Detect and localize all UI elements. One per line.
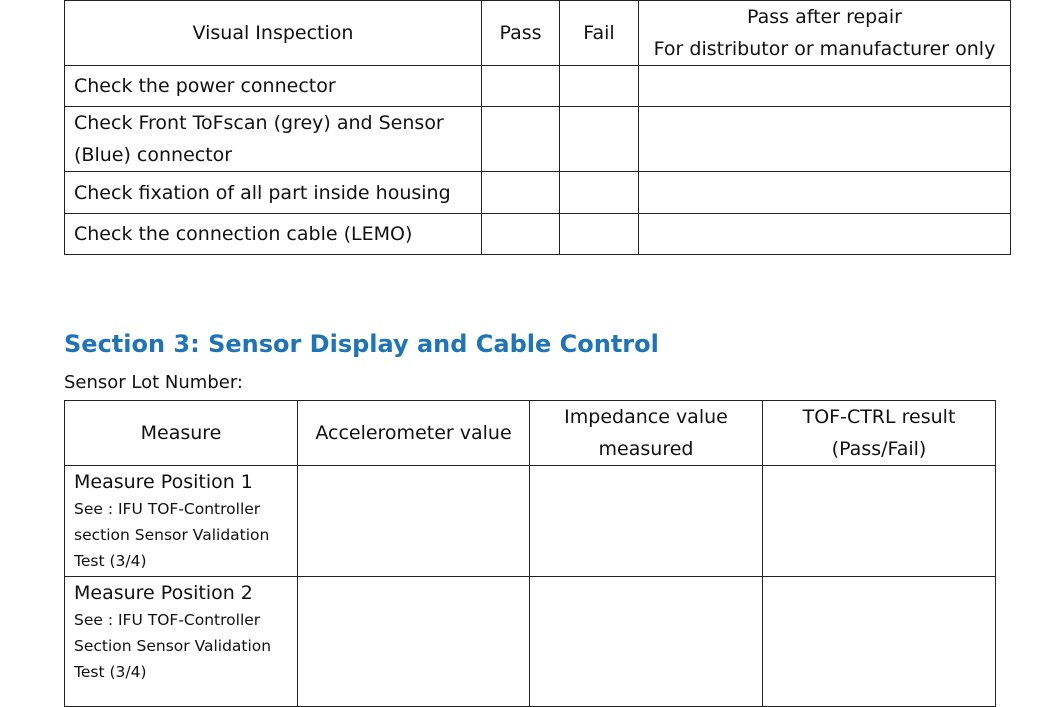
section-3-title: Section 3: Sensor Display and Cable Control	[64, 330, 659, 358]
table-row	[65, 172, 1011, 214]
header-fail: Fail	[560, 1, 639, 66]
visual-inspection-table	[64, 0, 1011, 255]
fail-cell[interactable]	[560, 66, 639, 107]
pass-cell[interactable]	[482, 214, 560, 255]
table-row	[65, 214, 1011, 255]
inspection-item: Check the connection cable (LEMO)	[65, 214, 482, 255]
pass-after-repair-cell[interactable]	[639, 107, 1011, 172]
pass-after-repair-cell[interactable]	[639, 214, 1011, 255]
table-row	[65, 466, 996, 577]
header-measure: Measure	[65, 401, 298, 466]
measure-title: Measure Position 1	[74, 471, 253, 493]
header-accelerometer-value: Accelerometer value	[298, 401, 530, 466]
measure-note: See : IFU TOF-Controller Section Sensor Validation Test (3/4)	[74, 611, 272, 681]
accelerometer-cell[interactable]	[298, 577, 530, 707]
header-tof-ctrl-result: TOF-CTRL result (Pass/Fail)	[763, 401, 996, 466]
fail-cell[interactable]	[560, 107, 639, 172]
table-row	[65, 107, 1011, 172]
header-pass: Pass	[482, 1, 560, 66]
table-row	[65, 66, 1011, 107]
pass-after-repair-cell[interactable]	[639, 66, 1011, 107]
impedance-cell[interactable]	[530, 577, 763, 707]
measure-note: See : IFU TOF-Controller section Sensor Validation Test (3/4)	[74, 500, 270, 570]
tof-ctrl-cell[interactable]	[763, 466, 996, 577]
visual-inspection-header-row	[65, 1, 1011, 66]
tof-ctrl-cell[interactable]	[763, 577, 996, 707]
header-pass-after-repair-line1: Pass after repair	[747, 6, 902, 28]
header-pass-after-repair	[639, 1, 1011, 66]
pass-after-repair-cell[interactable]	[639, 172, 1011, 214]
impedance-cell[interactable]	[530, 466, 763, 577]
header-visual-inspection: Visual Inspection	[65, 1, 482, 66]
table-row	[65, 577, 996, 707]
sensor-display-table	[64, 400, 996, 707]
fail-cell[interactable]	[560, 214, 639, 255]
inspection-item: Check the power connector	[65, 66, 482, 107]
sensor-lot-number-label: Sensor Lot Number:	[64, 372, 243, 393]
measure-title: Measure Position 2	[74, 582, 253, 604]
measure-cell	[65, 577, 298, 707]
pass-cell[interactable]	[482, 172, 560, 214]
inspection-item: Check Front ToFscan (grey) and Sensor (Blue) connector	[65, 107, 482, 172]
pass-cell[interactable]	[482, 107, 560, 172]
sensor-display-header-row	[65, 401, 996, 466]
header-pass-after-repair-line2: For distributor or manufacturer only	[653, 38, 996, 60]
measure-cell	[65, 466, 298, 577]
inspection-item: Check fixation of all part inside housing	[65, 172, 482, 214]
header-impedance-value: Impedance value measured	[530, 401, 763, 466]
accelerometer-cell[interactable]	[298, 466, 530, 577]
pass-cell[interactable]	[482, 66, 560, 107]
fail-cell[interactable]	[560, 172, 639, 214]
